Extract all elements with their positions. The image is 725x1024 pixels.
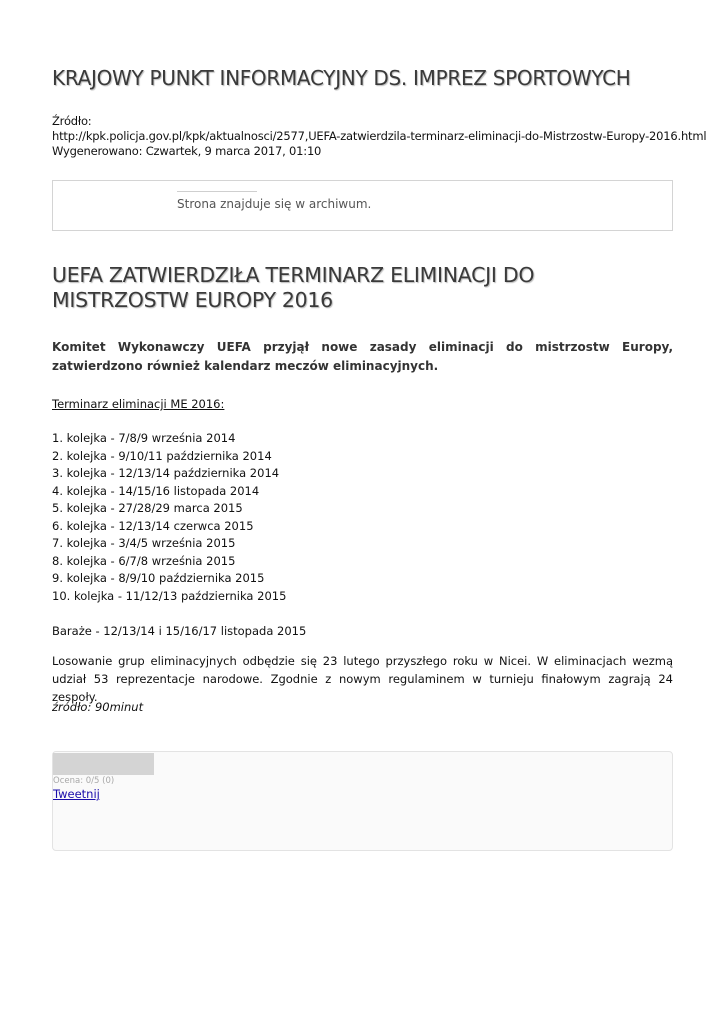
article-lead: Komitet Wykonawczy UEFA przyjął nowe zasady eliminacji do mistrzostw Europy, zatwierdzono również kalendarz meczów eliminacyjnych.: [52, 340, 673, 373]
site-title: KRAJOWY PUNKT INFORMACYJNY DS. IMPREZ SPORTOWYCH: [52, 66, 631, 90]
schedule-item: 4. kolejka - 14/15/16 listopada 2014: [52, 483, 260, 498]
schedule-heading: Terminarz eliminacji ME 2016:: [52, 397, 225, 411]
schedule-item: 5. kolejka - 27/28/29 marca 2015: [52, 501, 243, 515]
article-source-note: źródło: 90minut: [52, 700, 144, 714]
schedule-item: 1. kolejka - 7/8/9 września 2014: [52, 431, 236, 445]
document-meta: [52, 114, 706, 159]
source-url: http://kpk.policja.gov.pl/kpk/aktualnosci/2577,UEFA-zatwierdzila-terminarz-eliminacji-do-Mistrzostw-Europy-2016.html: [52, 129, 707, 143]
draw-paragraph: Losowanie grup eliminacyjnych odbędzie się 23 lutego przyszłego roku w Nicei. W eliminacjach wezmą udział 53 reprezentacje narodowe. Zgodnie z nowym regulaminem w turnieju finałowym zagrają 24 zespoły.: [52, 654, 673, 704]
generated-date: Wygenerowano: Czwartek, 9 marca 2017, 01:10: [52, 144, 322, 158]
source-label: Źródło:: [52, 114, 92, 128]
barrage-dates: Baraże - 12/13/14 i 15/16/17 listopada 2015: [52, 624, 307, 638]
schedule-item: 9. kolejka - 8/9/10 października 2015: [52, 571, 265, 585]
article-title: UEFA ZATWIERDZIŁA TERMINARZ ELIMINACJI DO MISTRZOSTW EUROPY 2016: [52, 263, 535, 312]
archive-divider: [177, 191, 257, 192]
article-footer-box: [52, 751, 673, 851]
schedule-item: 10. kolejka - 11/12/13 października 2015: [52, 588, 287, 603]
tweet-link[interactable]: Tweetnij: [53, 787, 100, 801]
schedule-item: 2. kolejka - 9/10/11 października 2014: [52, 448, 272, 463]
schedule-item: 7. kolejka - 3/4/5 września 2015: [52, 536, 236, 550]
schedule-item: 6. kolejka - 12/13/14 czerwca 2015: [52, 518, 254, 533]
schedule-item: 3. kolejka - 12/13/14 października 2014: [52, 466, 280, 480]
rating-stars-bar[interactable]: [53, 753, 154, 775]
archive-notice-box: [52, 180, 673, 231]
schedule-item: 8. kolejka - 6/7/8 września 2015: [52, 553, 236, 568]
rating-text: Ocena: 0/5 (0): [53, 776, 115, 786]
archive-notice: Strona znajduje się w archiwum.: [177, 197, 372, 211]
schedule-list: [52, 430, 286, 605]
